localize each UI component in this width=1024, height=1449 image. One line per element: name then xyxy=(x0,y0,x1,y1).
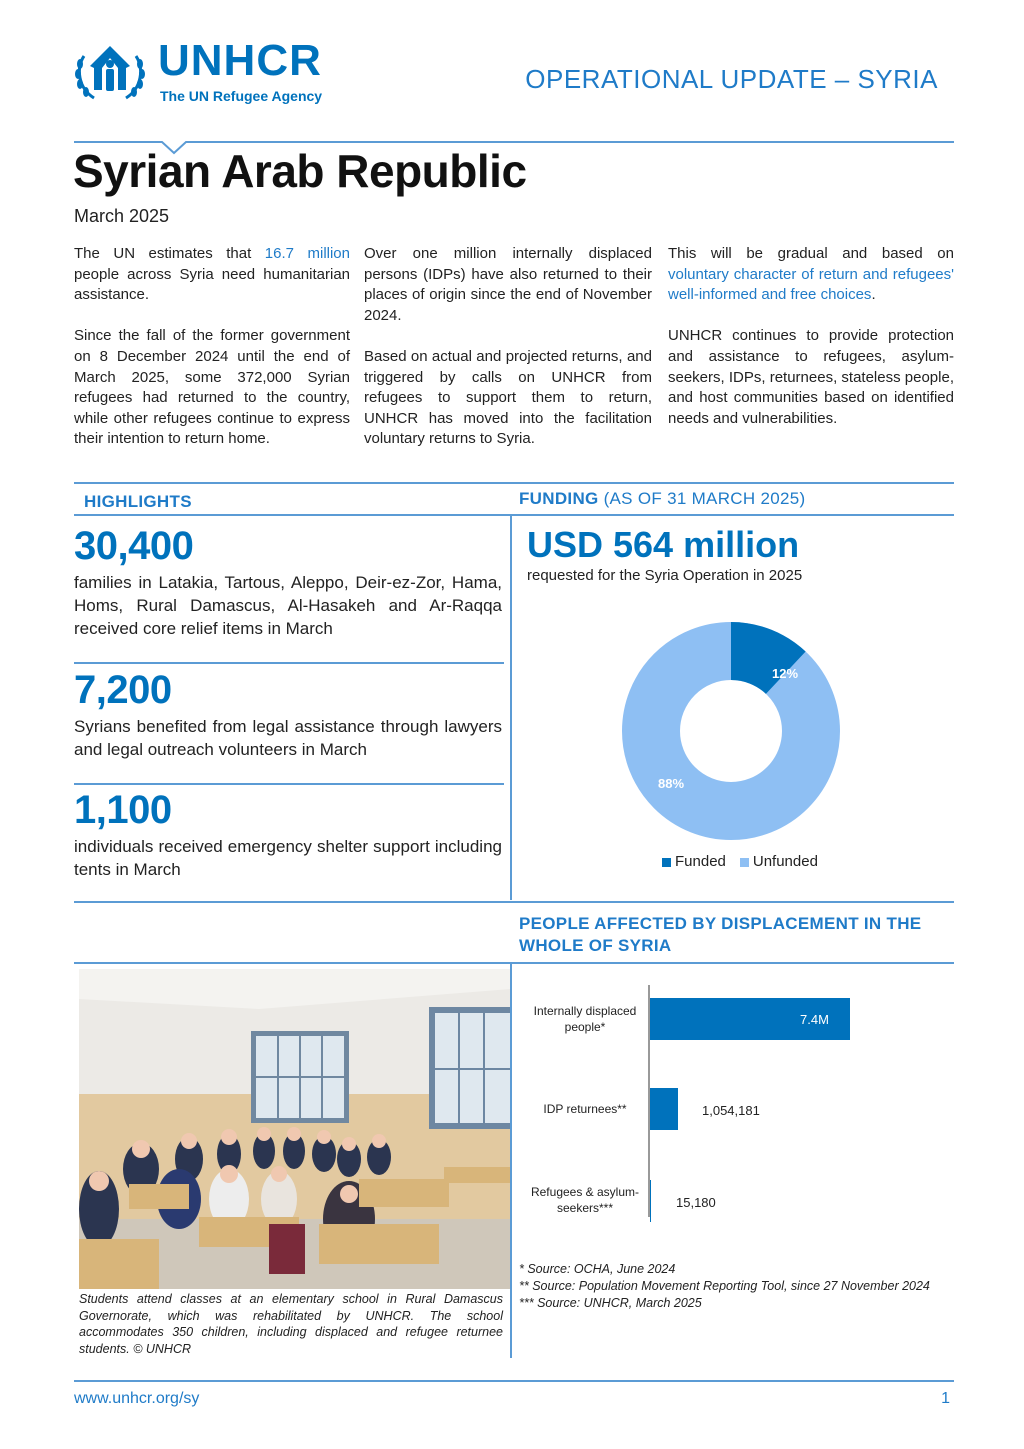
column-divider xyxy=(510,962,512,1358)
funding-subtitle: requested for the Syria Operation in 2025 xyxy=(527,567,803,584)
unfunded-swatch xyxy=(740,858,749,867)
displacement-heading: PEOPLE AFFECTED BY DISPLACEMENT IN THE WHOLE OF SYRIA xyxy=(519,914,922,955)
legend-unfunded: Unfunded xyxy=(740,853,818,870)
bar-value: 1,054,181 xyxy=(702,1103,760,1118)
intro-column-3: This will be gradual and based on voluntary character of return and refugees' well-informed and free choices. UNHCR continues to provide protection and assistance to refugees, asylum-seekers, IDPs, returnees, stateless people, and host communities based on identified needs and vulnerabilities. xyxy=(668,245,954,427)
page-number: 1 xyxy=(941,1390,950,1407)
source-note: ** Source: Population Movement Reporting Tool, since 27 November 2024 xyxy=(519,1279,930,1293)
bar-value: 7.4M xyxy=(800,1012,829,1027)
bar-label: IDP returnees** xyxy=(543,1102,627,1116)
classroom-photo xyxy=(79,969,510,1289)
bar-refugees xyxy=(650,1180,651,1222)
section-divider xyxy=(74,962,954,964)
page-title: Syrian Arab Republic xyxy=(73,145,527,197)
funded-percent-label: 12% xyxy=(772,666,799,681)
unhcr-emblem-icon xyxy=(74,42,146,104)
intro-column-1: The UN estimates that 16.7 million people across Syria need humanitarian assistance. Since the fall of the former government on 8 December 2024 until the end of March 2025, some 372,000 Syrian refugees had returned to the country, while other refugees continue to express their intention to return home. xyxy=(74,245,350,448)
highlight-text: Syrians benefited from legal assistance through lawyers and legal outreach volunteers in March xyxy=(74,717,502,759)
funded-swatch xyxy=(662,858,671,867)
highlights-heading: HIGHLIGHTS xyxy=(84,492,192,511)
source-note: * Source: OCHA, June 2024 xyxy=(519,1262,676,1276)
funding-amount: USD 564 million xyxy=(527,524,800,565)
bar-label: Internally displaced people* xyxy=(533,1004,637,1034)
bar-value: 15,180 xyxy=(676,1195,716,1210)
source-note: *** Source: UNHCR, March 2025 xyxy=(519,1296,702,1310)
logo-wordmark: UNHCR xyxy=(158,36,322,85)
footer-divider xyxy=(74,1380,954,1382)
photo-caption: Students attend classes at an elementary school in Rural Damascus Governorate, which was rehabilitated by UNHCR. The school accommodates 350 children, including displaced and refugee returnee students. © UNHCR xyxy=(79,1292,503,1356)
section-divider xyxy=(74,901,954,903)
bar-idp-returnees xyxy=(650,1088,678,1130)
link-16-7-million[interactable]: 16.7 million xyxy=(264,245,350,262)
highlight-number: 1,100 xyxy=(74,788,172,832)
unhcr-logo xyxy=(74,36,354,108)
funding-donut-chart xyxy=(622,622,840,840)
unfunded-percent-label: 88% xyxy=(658,776,685,791)
highlight-number: 30,400 xyxy=(74,524,194,568)
funding-heading: FUNDING (AS OF 31 MARCH 2025) xyxy=(519,489,806,508)
highlight-number: 7,200 xyxy=(74,668,172,712)
report-date: March 2025 xyxy=(74,206,170,226)
document-type-heading: OPERATIONAL UPDATE – SYRIA xyxy=(525,64,938,94)
footer-website-link[interactable]: www.unhcr.org/sy xyxy=(74,1390,200,1407)
intro-column-2: Over one million internally displaced persons (IDPs) have also returned to their places of origin since the end of November 2024. Based on actual and projected returns, and triggered by calls on UNHCR from refugees to support them to return, UNHCR has moved into the facilitation voluntary returns to Syria. xyxy=(364,245,652,448)
bar-label: Refugees & asylum-seekers*** xyxy=(530,1185,640,1215)
highlight-text: individuals received emergency shelter support including tents in March xyxy=(74,837,502,879)
highlight-divider xyxy=(74,783,504,785)
logo-tagline: The UN Refugee Agency xyxy=(160,88,323,104)
section-divider xyxy=(74,482,954,484)
section-divider xyxy=(74,514,954,516)
column-divider xyxy=(510,514,512,900)
highlight-divider xyxy=(74,662,504,664)
legend-funded: Funded xyxy=(662,853,726,870)
highlight-text: families in Latakia, Tartous, Aleppo, Deir-ez-Zor, Hama, Homs, Rural Damascus, Al-Hasakeh and Ar-Raqqa received core relief items in March xyxy=(74,573,502,638)
link-voluntary-return[interactable]: voluntary character of return and refugees' well-informed and free choices xyxy=(668,265,954,304)
donut-legend xyxy=(662,853,818,870)
